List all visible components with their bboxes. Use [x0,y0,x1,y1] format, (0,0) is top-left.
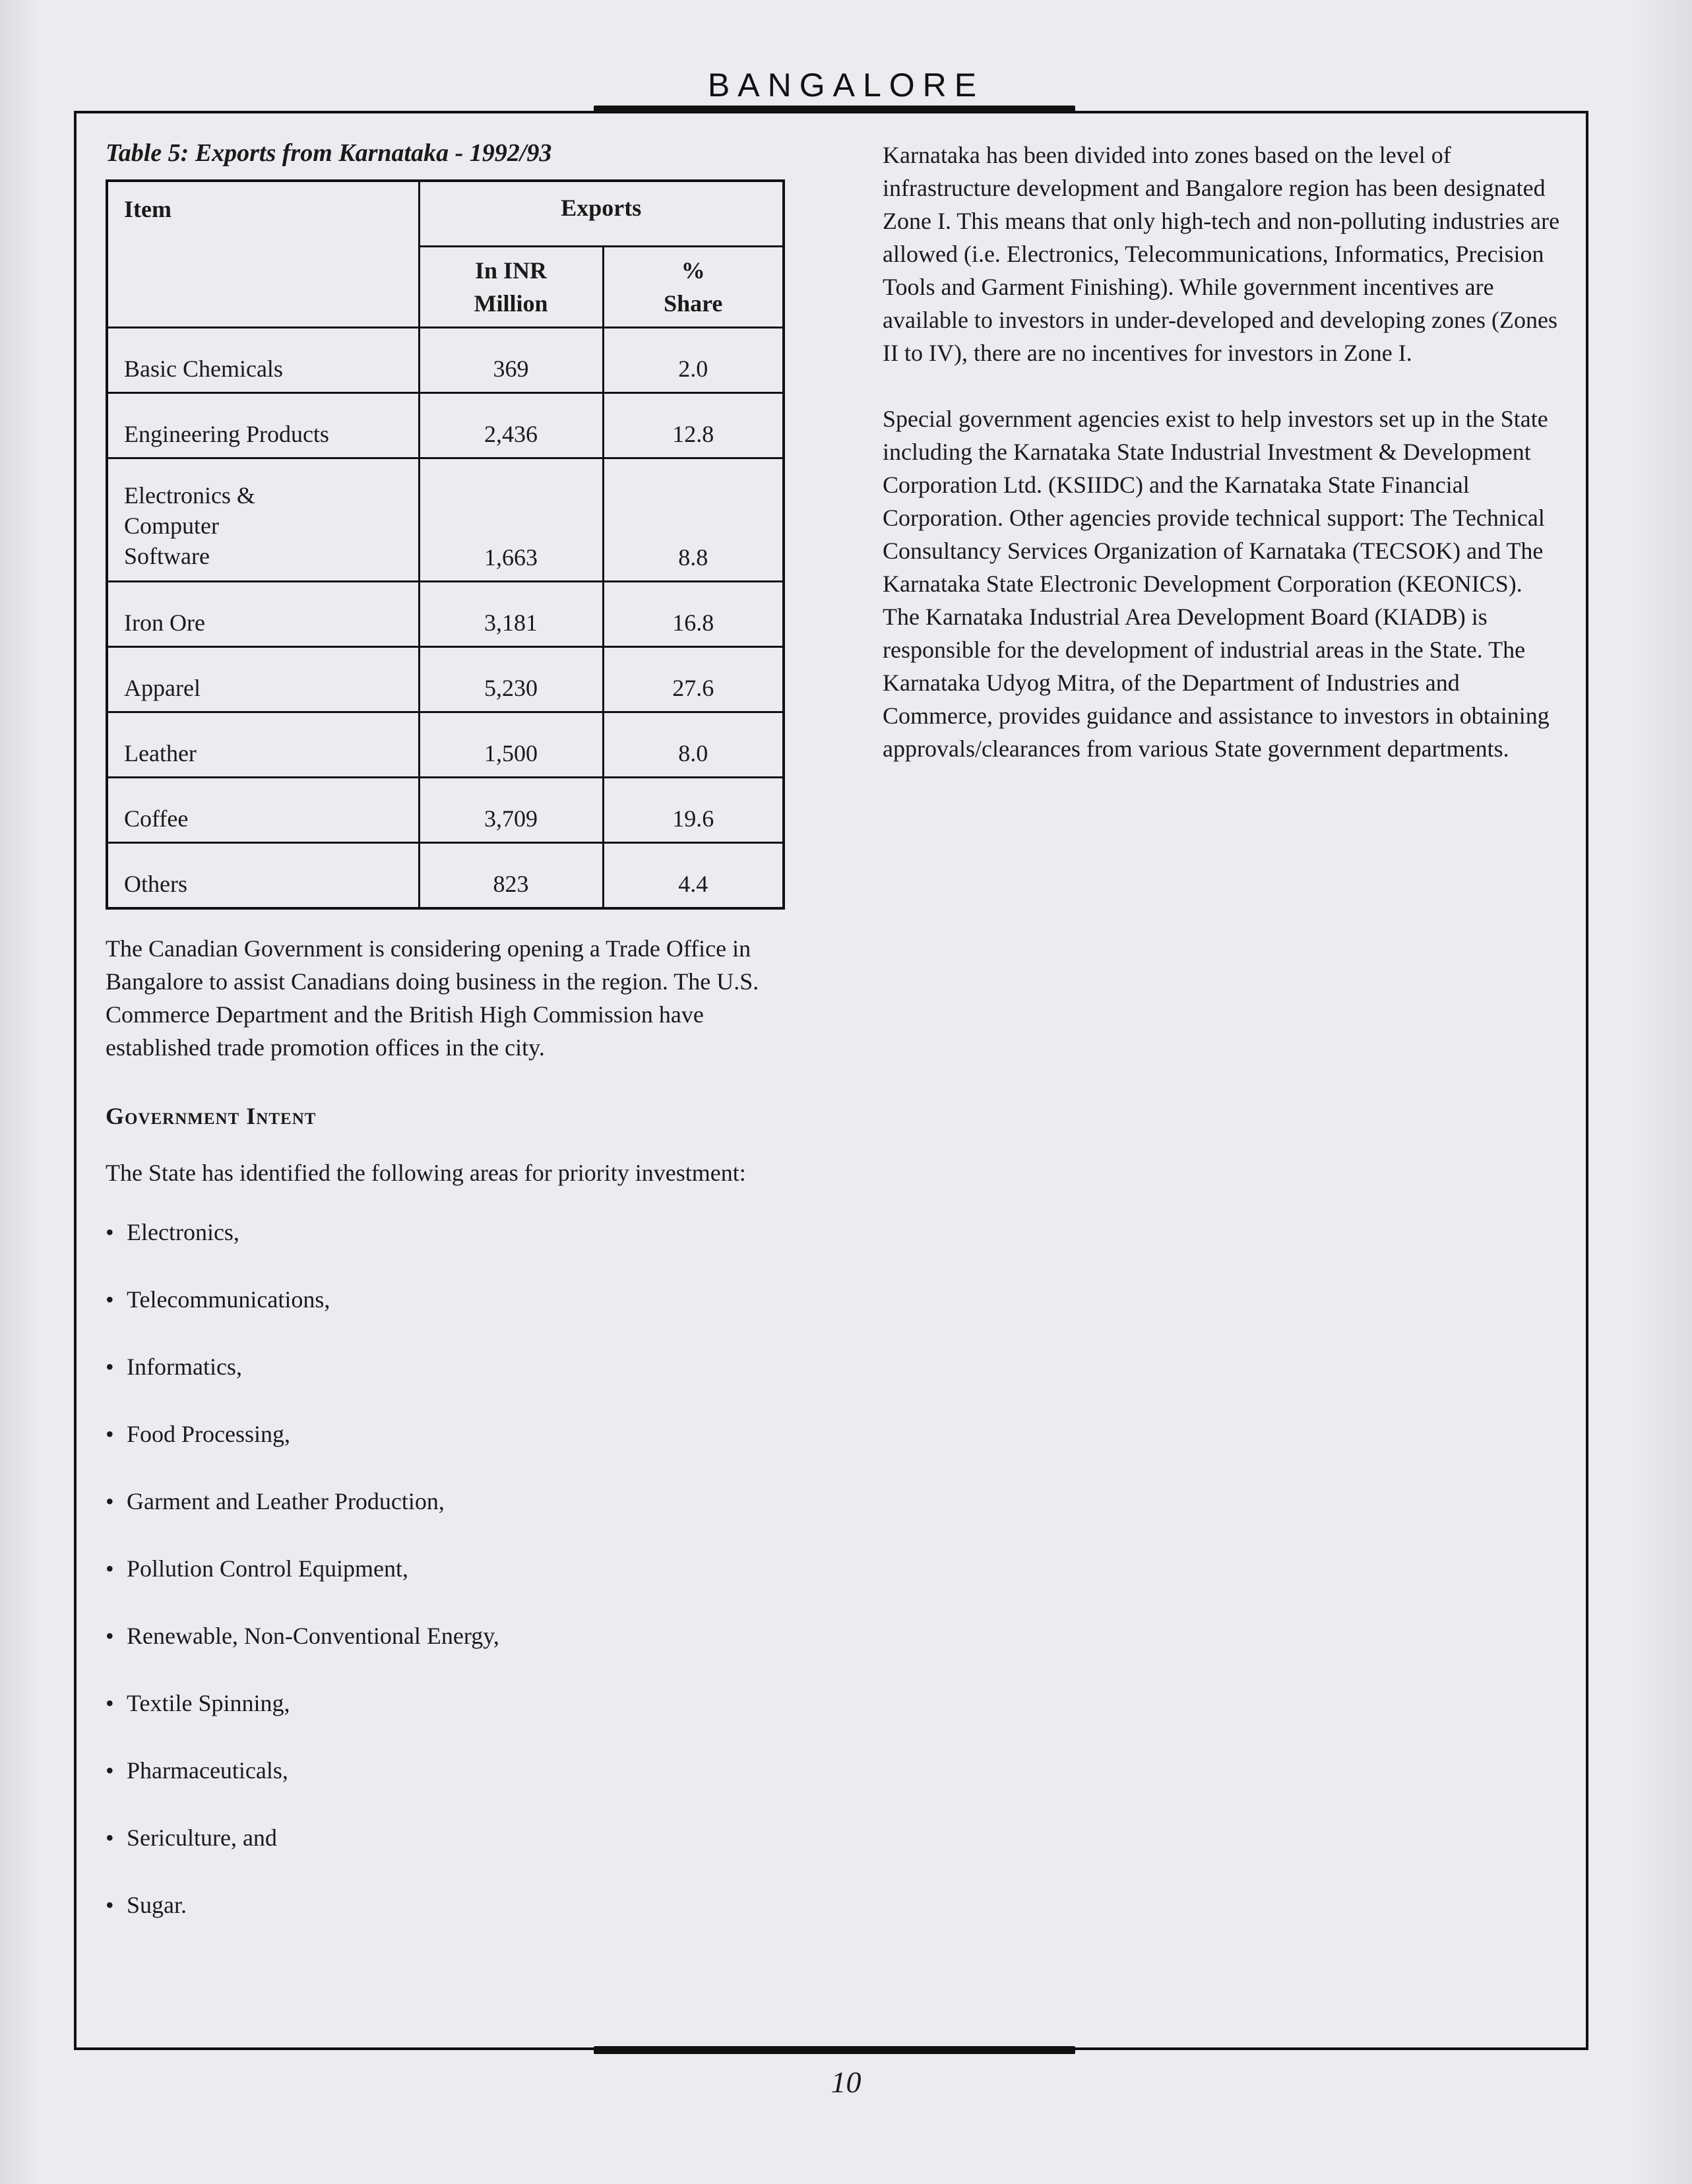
cell-item-line1: Electronics & [124,482,255,509]
list-item-label: Sugar. [127,1892,187,1918]
list-item-label: Telecommunications, [127,1286,330,1313]
list-item-label: Textile Spinning, [127,1690,290,1716]
list-item [106,1754,785,1821]
header-exports: Exports [419,181,784,247]
list-item [106,1485,785,1552]
list-item [106,1283,785,1350]
list-item [106,1350,785,1418]
cell-inr: 1,500 [419,712,603,778]
bullet: • [106,1488,114,1514]
cell-item: Basic Chemicals [107,328,419,393]
cell-share: 19.6 [603,778,784,843]
bullet: • [106,1286,114,1313]
list-item [106,1619,785,1687]
intent-paragraph: The State has identified the following areas for priority investment: [106,1160,746,1186]
table-row [107,778,784,843]
cell-item: Leather [107,712,419,778]
subheader-share-line2: Share [664,290,723,317]
list-item [106,1888,785,1956]
list-item-label: Sericulture, and [127,1825,277,1851]
list-item [106,1821,785,1888]
table-row [107,647,784,712]
cell-inr: 823 [419,843,603,909]
table-row [107,458,784,582]
list-item-label: Pollution Control Equipment, [127,1555,409,1582]
table-row [107,328,784,393]
list-item [106,1418,785,1485]
right-column [883,139,1562,765]
list-item-label: Electronics, [127,1219,239,1245]
cell-inr: 5,230 [419,647,603,712]
list-item-label: Informatics, [127,1354,242,1380]
exports-table [106,179,785,910]
cell-inr: 3,181 [419,582,603,647]
header-item: Item [107,181,419,328]
subheader-share-line1: % [681,257,705,284]
cell-item: Engineering Products [107,393,419,458]
cell-item: Apparel [107,647,419,712]
bullet: • [106,1219,114,1245]
list-item [106,1552,785,1619]
subheader-share [603,247,784,328]
cell-share: 4.4 [603,843,784,909]
table-row [107,582,784,647]
bullet: • [106,1354,114,1380]
zones-paragraph: Karnataka has been divided into zones based on the level of infrastructure development and Bangalore region has been designated Zone I. This means that only high-tech and non-polluting industries are allowed (i.e. Electronics, Telecommunications, Informatics, Precision Tools and Garment Finishing). While government incentives are available to investors in under-developed and developing zones (Zones II to IV), there are no incentives for investors in Zone I. [883,142,1560,366]
subheader-inr-line1: In INR [475,257,548,284]
bullet: • [106,1892,114,1918]
cell-share: 8.0 [603,712,784,778]
bullet: • [106,1825,114,1851]
priority-list [106,1216,785,1956]
cell-item [107,458,419,582]
list-item [106,1687,785,1754]
top-rule [594,106,1075,113]
bullet: • [106,1421,114,1447]
page-header-title: BANGALORE [707,67,985,104]
cell-item: Coffee [107,778,419,843]
left-column [106,139,785,1956]
canada-paragraph: The Canadian Government is considering opening a Trade Office in Bangalore to assist Canadians doing business in the region. The U.S. Commerce Department and the British High Commission have established trade promotion offices in the city. [106,935,759,1061]
subheader-inr-line2: Million [474,290,548,317]
cell-inr: 1,663 [419,458,603,582]
page-number: 10 [830,2065,862,2099]
cell-item: Others [107,843,419,909]
cell-inr: 3,709 [419,778,603,843]
table-header-row [107,181,784,247]
cell-item-line3: Software [124,543,210,569]
cell-inr: 2,436 [419,393,603,458]
list-item-label: Garment and Leather Production, [127,1488,445,1514]
cell-inr: 369 [419,328,603,393]
list-item-label: Pharmaceuticals, [127,1757,288,1784]
list-item-label: Food Processing, [127,1421,291,1447]
bullet: • [106,1690,114,1716]
table-row [107,712,784,778]
subheader-inr [419,247,603,328]
agencies-paragraph: Special government agencies exist to help investors set up in the State including the Karnataka State Industrial Investment & Development Corporation Ltd. (KSIIDC) and the Karnataka State Financial Corporation. Other agencies provide technical support: The Technical Consultancy Services Organization of Karnataka (TECSOK) and The Karnataka State Electronic Development Corporation (KEONICS). The Karnataka Industrial Area Development Board (KIADB) is responsible for the development of industrial areas in the State. The Karnataka Udyog Mitra, of the Department of Industries and Commerce, provides guidance and assistance to investors in obtaining approvals/clearances from various State government departments. [883,406,1550,762]
cell-share: 12.8 [603,393,784,458]
cell-share: 2.0 [603,328,784,393]
table-caption: Table 5: Exports from Karnataka - 1992/93 [106,139,552,167]
cell-item: Iron Ore [107,582,419,647]
cell-item-line2: Computer [124,513,219,539]
bullet: • [106,1623,114,1649]
list-item-label: Renewable, Non-Conventional Energy, [127,1623,499,1649]
government-intent-heading: Government Intent [106,1103,317,1129]
table-row [107,393,784,458]
cell-share: 16.8 [603,582,784,647]
cell-share: 27.6 [603,647,784,712]
table-row [107,843,784,909]
list-item [106,1216,785,1283]
cell-share: 8.8 [603,458,784,582]
bullet: • [106,1555,114,1582]
bottom-rule [594,2046,1075,2054]
bullet: • [106,1757,114,1784]
